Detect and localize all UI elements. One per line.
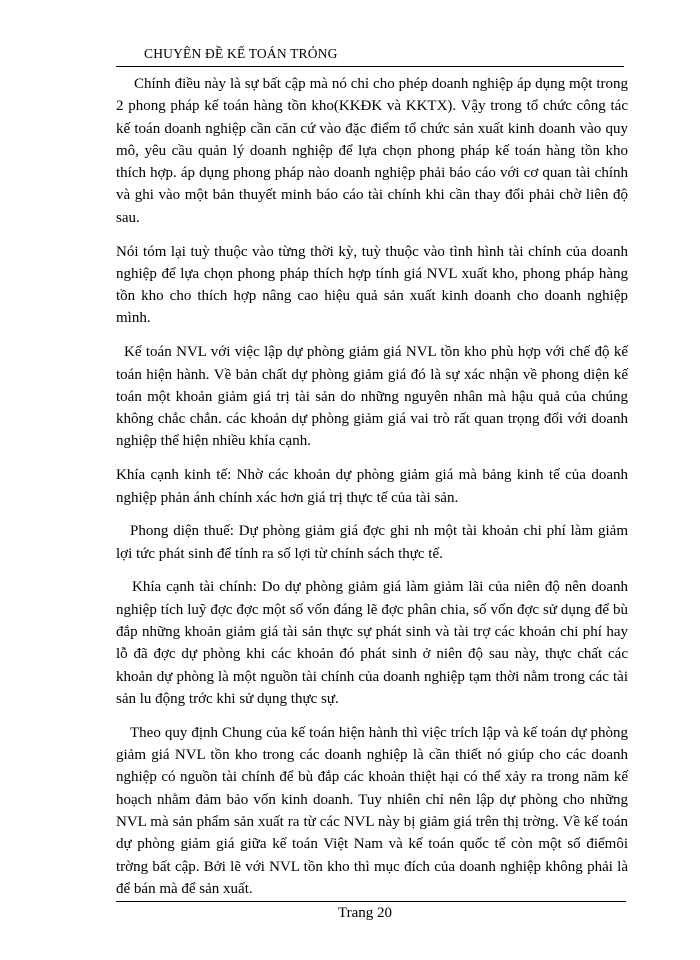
- paragraph: Khía cạnh tài chính: Do dự phòng giảm giá làm giảm lãi của niên độ nên doanh nghiệp tích luỹ đợc đợc một số vốn đáng lẽ đợc phân chia, số vốn đợc sử dụng để bù đắp những khoản giảm giá tài sản thực sự phát sinh và tài trợ các khoản chi phí hay lỗ đã đợc dự phòng khi các khoản đó phát sinh ở niên độ sau này, thực chất các khoản dự phòng là một nguồn tài chính của doanh nghiệp tạm thời nằm trong các tài sản lu động trớc khi sử dụng thực sự.: [116, 579, 628, 707]
- paragraph: Phong diện thuế: Dự phòng giảm giá đợc ghi nh một tài khoản chi phí làm giảm lợi tức phát sinh để tính ra số lợi từ chính sách thực tế.: [116, 523, 628, 562]
- header-title: CHUYÊN ĐỀ KẾ TOÁN TRỎNG: [144, 46, 338, 61]
- paragraph: Nói tóm lại tuỳ thuộc vào từng thời kỳ, tuỳ thuộc vào tình hình tài chính của doanh nghiệp để lựa chọn phong pháp thích hợp tính giá NVL xuất kho, phong pháp hàng tồn kho cho thích hợp nâng cao hiệu quả sản xuất kinh doanh cho doanh nghiệp mình.: [116, 243, 628, 327]
- paragraph: Theo quy định Chung của kế toán hiện hành thì việc trích lập và kế toán dự phòng giảm giá NVL tồn kho trong các doanh nghiệp là cần thiết nó giúp cho các doanh nghiệp có nguồn tài chính để bù đắp các khoản thiệt hại có thể xảy ra trong năm kế hoạch nhằm đảm bảo vốn kinh doanh. Tuy nhiên chỉ nên lập dự phòng cho những NVL mà sản phẩm sản xuất ra từ các NVL này bị giảm giá trên thị trờng. Về kế toán dự phòng giảm giá giữa kế toán Việt Nam và kế toán quốc tế còn một số điểmôi trờng bất cập. Bởi lẽ với NVL tồn kho thì mục đích của doanh nghiệp không phải là để bán mà để sản xuất.: [116, 724, 628, 897]
- paragraph: Khía cạnh kinh tế: Nhờ các khoản dự phòng giảm giá mà bảng kinh tế của doanh nghiệp phản ánh chính xác hơn giá trị thực tế của tài sản.: [116, 467, 628, 506]
- page-header: [116, 44, 624, 67]
- document-body: [116, 73, 628, 912]
- footer-divider: [116, 901, 626, 902]
- paragraph: Kế toán NVL với việc lập dự phòng giảm giá NVL tồn kho phù hợp với chế độ kế toán hiện hành. Về bản chất dự phòng giảm giá đó là sự xác nhận về phong diện kế toán một khoản giảm giá trị tài sản do những nguyên nhân mà hậu quả của chúng không chắc chắn. các khoản dự phòng giảm giá vai trò rất quan trọng đối với doanh nghiệp thể hiện nhiều khía cạnh.: [116, 344, 628, 450]
- paragraph: Chính điều này là sự bất cập mà nó chỉ cho phép doanh nghiệp áp dụng một trong 2 phong pháp kế toán hàng tồn kho(KKĐK và KKTX). Vậy trong tổ chức công tác kế toán doanh nghiệp cần căn cứ vào đặc điểm tổ chức sản xuất kinh doanh vào quy mô, yêu cầu quản lý doanh nghiệp để lựa chọn phong pháp kế toán hàng tồn kho thích hợp. áp dụng phong pháp nào doanh nghiệp phải báo cáo với cơ quan tài chính và ghi vào một bản thuyết minh báo cáo tài chính khi cần thay đổi phải chờ liên độ sau.: [116, 76, 628, 226]
- page-number: Trang 20: [338, 905, 393, 921]
